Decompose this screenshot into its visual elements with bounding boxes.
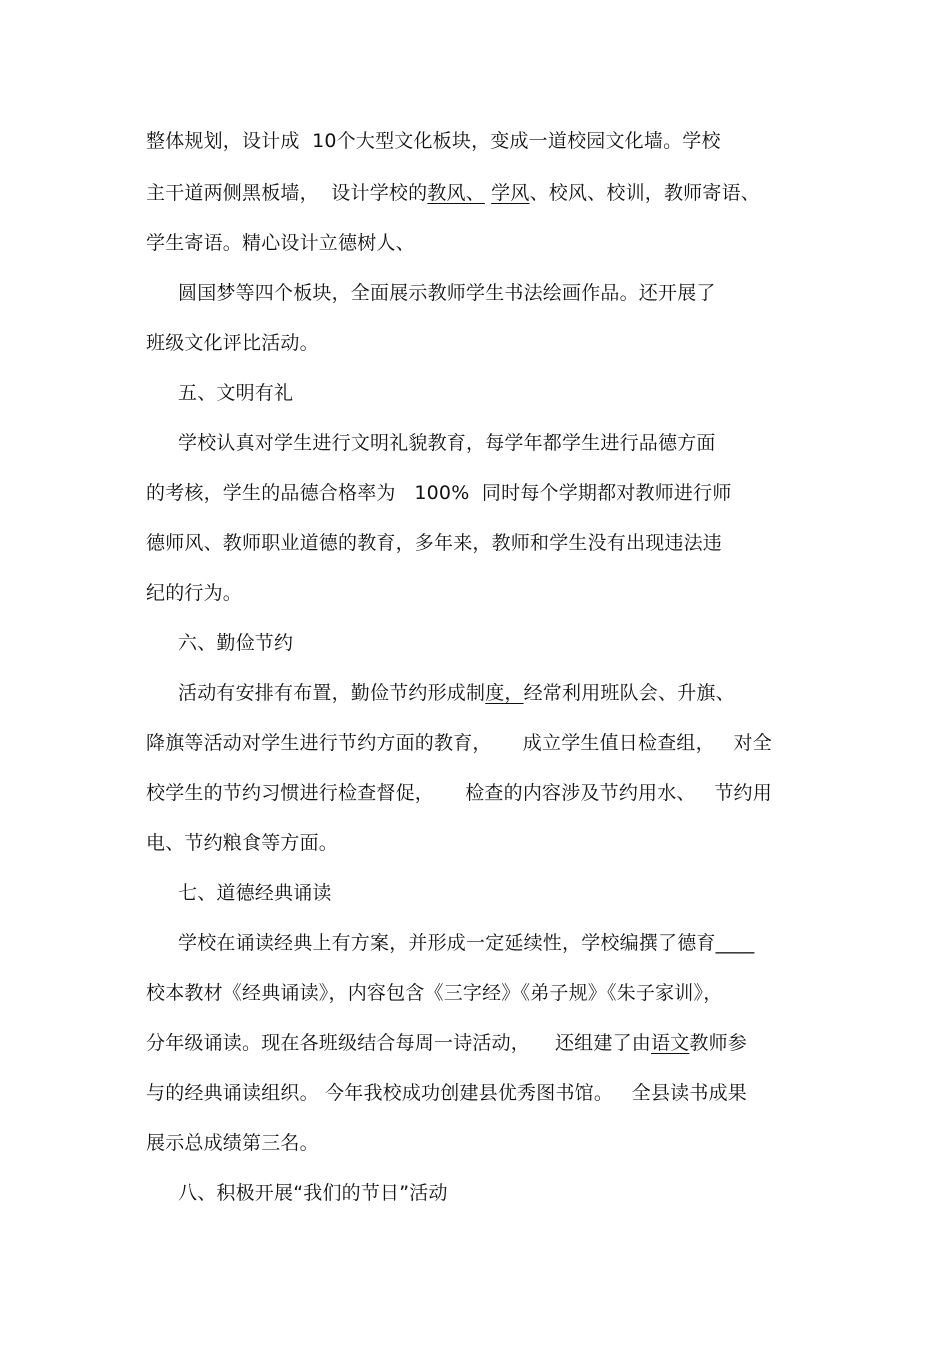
heading-text: 七、道德经典诵读 bbox=[178, 882, 332, 904]
paragraph-line bbox=[146, 1080, 747, 1106]
text-run: 100% bbox=[395, 482, 470, 504]
paragraph-line bbox=[178, 930, 754, 956]
text-run: 经常利用班队会、升旗、 bbox=[523, 682, 735, 704]
paragraph-line bbox=[146, 230, 415, 256]
paragraph-line bbox=[146, 1130, 319, 1156]
text-run: 学校在诵读经典上有方案，并形成一定延续性，学校编撰了德育 bbox=[178, 932, 716, 954]
paragraph-line bbox=[178, 430, 716, 456]
text-run: 活动有安排有布置，勤俭节约形成制 bbox=[178, 682, 486, 704]
text-run: 纪的行为。 bbox=[146, 582, 243, 604]
heading-text: 五、文明有礼 bbox=[178, 382, 294, 404]
paragraph-line bbox=[146, 730, 772, 756]
text-run: 节约用 bbox=[695, 782, 772, 804]
underlined-text: 教风、 bbox=[427, 182, 485, 204]
text-run: 的考核，学生的品德合格率为 bbox=[146, 482, 396, 504]
text-run: 教师参 bbox=[689, 1032, 747, 1054]
paragraph-line bbox=[146, 830, 338, 856]
underlined-text: 度， bbox=[485, 682, 524, 704]
text-run: 对全 bbox=[714, 732, 772, 754]
text-run: 学生寄语。精心设计立德树人、 bbox=[146, 232, 415, 254]
paragraph-line bbox=[146, 180, 760, 206]
paragraph-line bbox=[146, 980, 722, 1006]
text-run: 、校风、校训，教师寄语、 bbox=[529, 182, 760, 204]
text-run: 主干道两侧黑板墙， bbox=[146, 182, 319, 204]
heading-text: 八、积极开展“我们的节日”活动 bbox=[178, 1182, 448, 1204]
paragraph-line bbox=[146, 128, 721, 154]
text-run: ____ bbox=[715, 932, 755, 954]
text-run: 降旗等活动对学生进行节约方面的教育， bbox=[146, 732, 492, 754]
text-run: 成立学生值日检查组， bbox=[491, 732, 715, 754]
text-run: 学校认真对学生进行文明礼貌教育，每学年都学生进行品德方面 bbox=[178, 432, 716, 454]
text-run: 校本教材《经典诵读》，内容包含《三字经》《弟子规》《朱子家训》， bbox=[146, 982, 723, 1004]
paragraph-line bbox=[178, 680, 735, 706]
heading-text: 六、勤俭节约 bbox=[178, 632, 294, 654]
text-run: 整体规划，设计成 bbox=[146, 130, 300, 152]
text-run: 还组建了由 bbox=[530, 1032, 651, 1054]
underlined-text: 学风 bbox=[491, 182, 530, 204]
text-run: 展示总成绩第三名。 bbox=[146, 1132, 319, 1154]
section-heading bbox=[178, 380, 293, 406]
text-run: 电、节约粮食等方面。 bbox=[146, 832, 339, 854]
paragraph-line bbox=[146, 580, 242, 606]
text-run: 分年级诵读。现在各班级结合每周一诗活动， bbox=[146, 1032, 531, 1054]
underlined-text: 语文 bbox=[650, 1032, 690, 1054]
paragraph-line bbox=[146, 480, 732, 506]
text-run: 设计学校的 bbox=[318, 182, 428, 204]
paragraph-line bbox=[146, 780, 772, 806]
section-heading bbox=[178, 630, 293, 656]
text-run: 校学生的节约习惯进行检查督促， bbox=[146, 782, 435, 804]
text-run: 班级文化评比活动。 bbox=[146, 332, 319, 354]
paragraph-line bbox=[146, 1030, 747, 1056]
text-run: 全县读书成果 bbox=[613, 1082, 747, 1104]
section-heading bbox=[178, 1180, 448, 1206]
paragraph-line bbox=[146, 530, 722, 556]
text-run: 同时每个学期都对教师进行师 bbox=[469, 482, 732, 504]
text-run: 10个大型文化板块，变成一道校园文化墙。学校 bbox=[299, 130, 721, 152]
text-run: 检查的内容涉及节约用水、 bbox=[434, 782, 696, 804]
section-heading bbox=[178, 880, 332, 906]
text-run: 今年我校成功创建县优秀图书馆。 bbox=[318, 1082, 614, 1104]
text-run: 与的经典诵读组织。 bbox=[146, 1082, 319, 1104]
text-run: 圆国梦等四个板块，全面展示教师学生书法绘画作品。还开展了 bbox=[178, 282, 716, 304]
paragraph-line bbox=[178, 280, 716, 306]
paragraph-line bbox=[146, 330, 319, 356]
text-run: 德师风、教师职业道德的教育，多年来，教师和学生没有出现违法违 bbox=[146, 532, 723, 554]
